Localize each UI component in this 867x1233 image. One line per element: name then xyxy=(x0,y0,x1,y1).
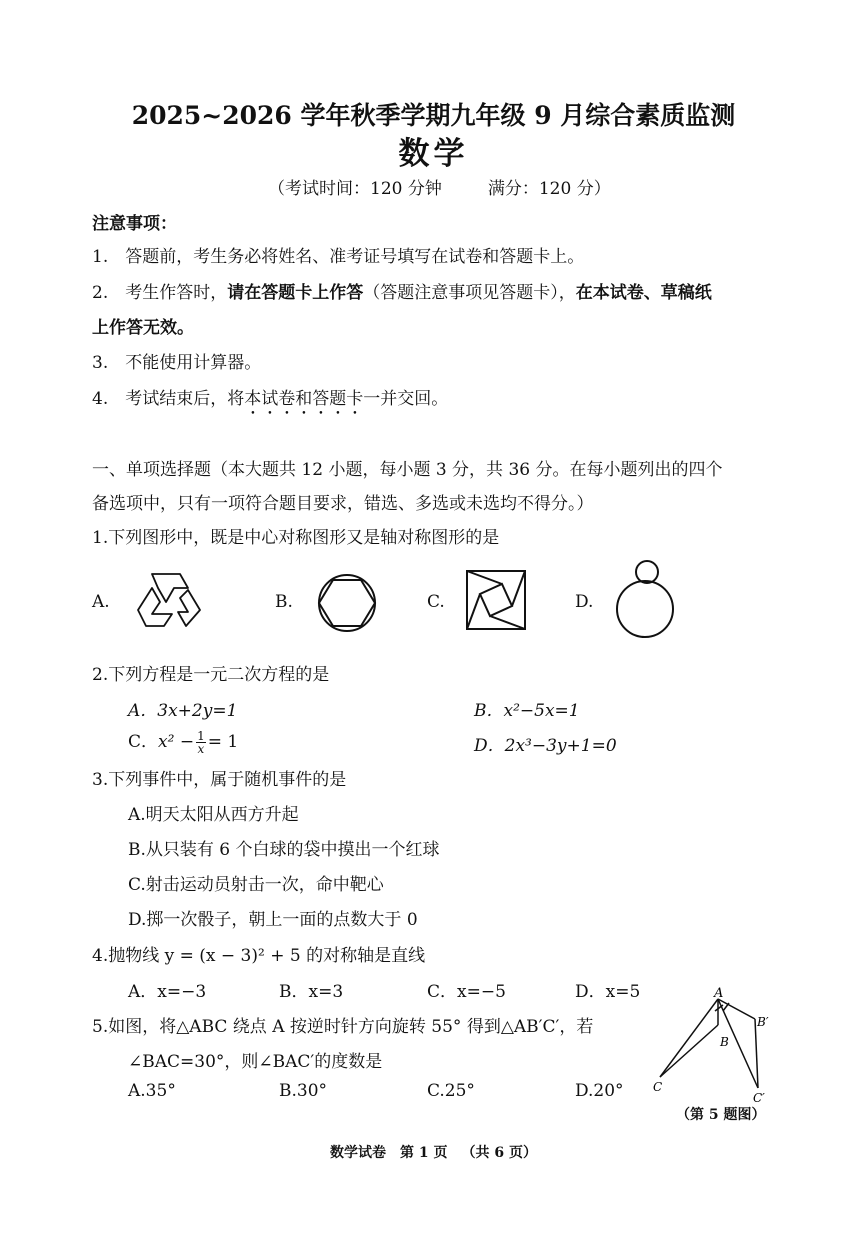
subject-title: 数学 xyxy=(398,136,469,172)
q2-option-c-fraction xyxy=(196,730,206,755)
q5-label-c: C xyxy=(653,1080,663,1094)
q5-label-b: B xyxy=(720,1035,729,1049)
q5-stem-line2: ∠BAC=30°，则∠BAC′的度数是 xyxy=(128,1052,383,1072)
q2-option-a: A．3x+2y=1 xyxy=(128,701,238,721)
note-2 xyxy=(92,278,712,303)
exam-time: （考试时间：120 分钟 xyxy=(268,179,442,199)
footer-total: （共 6 页） xyxy=(461,1145,537,1161)
q5-figure-caption: （第 5 题图） xyxy=(676,1107,766,1123)
footer-page: 第 1 页 xyxy=(400,1145,448,1161)
q5-option-c: C.25° xyxy=(427,1081,475,1101)
notes-heading: 注意事项： xyxy=(92,214,177,234)
q2-option-b: B．x²−5x=1 xyxy=(474,701,580,721)
q1-option-a-label: A. xyxy=(92,592,110,612)
q3-option-d: D.掷一次骰子，朝上一面的点数大于 0 xyxy=(128,910,418,930)
q2-option-c-label: C． xyxy=(128,732,159,752)
q1-option-d-label: D. xyxy=(575,592,594,612)
note-4-a: 4. 考试结束后，将 xyxy=(92,389,245,409)
q5-option-a: A.35° xyxy=(128,1081,176,1101)
note-2-e: 上作答无效。 xyxy=(92,318,194,338)
note-2-a: 2. 考生作答时， xyxy=(92,283,228,303)
q1-figure-b xyxy=(316,572,378,634)
q5-label-c-prime: C′ xyxy=(753,1091,765,1105)
q1-figure-a xyxy=(130,568,206,632)
q5-option-b: B.30° xyxy=(279,1081,328,1101)
q2-option-c-den: x xyxy=(197,742,205,756)
q4-option-c: C．x=−5 xyxy=(427,982,506,1002)
note-4-b: 本试卷和答题卡 xyxy=(244,389,364,409)
note-1: 1. 答题前，考生务必将姓名、准考证号填写在试卷和答题卡上。 xyxy=(92,247,585,267)
q5-figure xyxy=(648,985,778,1105)
q5-option-d: D.20° xyxy=(575,1081,624,1101)
note-3: 3. 不能使用计算器。 xyxy=(92,353,262,373)
q1-figure-d xyxy=(614,558,676,642)
q3-option-a: A.明天太阳从西方升起 xyxy=(128,805,299,825)
q4-option-a: A．x=−3 xyxy=(128,982,207,1002)
exam-title: 2025~2026 学年秋季学期九年级 9 月综合素质监测 xyxy=(131,101,736,130)
q1-figure-c xyxy=(464,568,528,632)
section1-line2: 备选项中，只有一项符合题目要求，错选、多选或未选均不得分。） xyxy=(92,494,594,514)
page-footer xyxy=(0,1142,867,1162)
section1-line1: 一、单项选择题（本大题共 12 小题，每小题 3 分，共 36 分。在每小题列出的四个 xyxy=(92,460,723,480)
note-2-b: 请在答题卡上作答 xyxy=(227,283,364,303)
q2-stem: 2.下列方程是一元二次方程的是 xyxy=(92,665,330,685)
exam-info xyxy=(268,174,611,199)
note-4-c: 一并交回。 xyxy=(363,389,449,409)
q1-option-c-label: C. xyxy=(427,592,445,612)
note-2-d: 在本试卷、草稿纸 xyxy=(575,283,712,303)
q1-option-b-label: B. xyxy=(275,592,293,612)
q5-label-b-prime: B′ xyxy=(757,1015,769,1029)
q4-option-d: D．x=5 xyxy=(575,982,641,1002)
q1-stem: 1.下列图形中，既是中心对称图形又是轴对称图形的是 xyxy=(92,528,500,548)
q2-option-c xyxy=(128,727,238,755)
q2-option-c-num: 1 xyxy=(197,729,205,743)
q4-stem: 4.抛物线 y = (x − 3)² + 5 的对称轴是直线 xyxy=(92,946,426,966)
q3-stem: 3.下列事件中，属于随机事件的是 xyxy=(92,770,347,790)
footer-subject: 数学试卷 xyxy=(330,1145,386,1161)
q3-option-b: B.从只装有 6 个白球的袋中摸出一个红球 xyxy=(128,840,440,860)
q5-label-a: A xyxy=(714,986,724,1001)
q3-option-c: C.射击运动员射击一次，命中靶心 xyxy=(128,875,384,895)
q2-option-c-pre: x² − xyxy=(158,732,195,752)
q5-stem-line1: 5.如图，将△ABC 绕点 A 按逆时针方向旋转 55° 得到△AB′C′，若 xyxy=(92,1017,594,1037)
q4-option-b: B．x=3 xyxy=(279,982,344,1002)
q2-option-c-post: = 1 xyxy=(207,732,239,752)
exam-score: 满分：120 分） xyxy=(487,179,611,199)
q2-option-d: D．2x³−3y+1=0 xyxy=(474,736,617,756)
note-2-c: （答题注意事项见答题卡）， xyxy=(363,283,576,303)
note-4 xyxy=(92,384,448,419)
